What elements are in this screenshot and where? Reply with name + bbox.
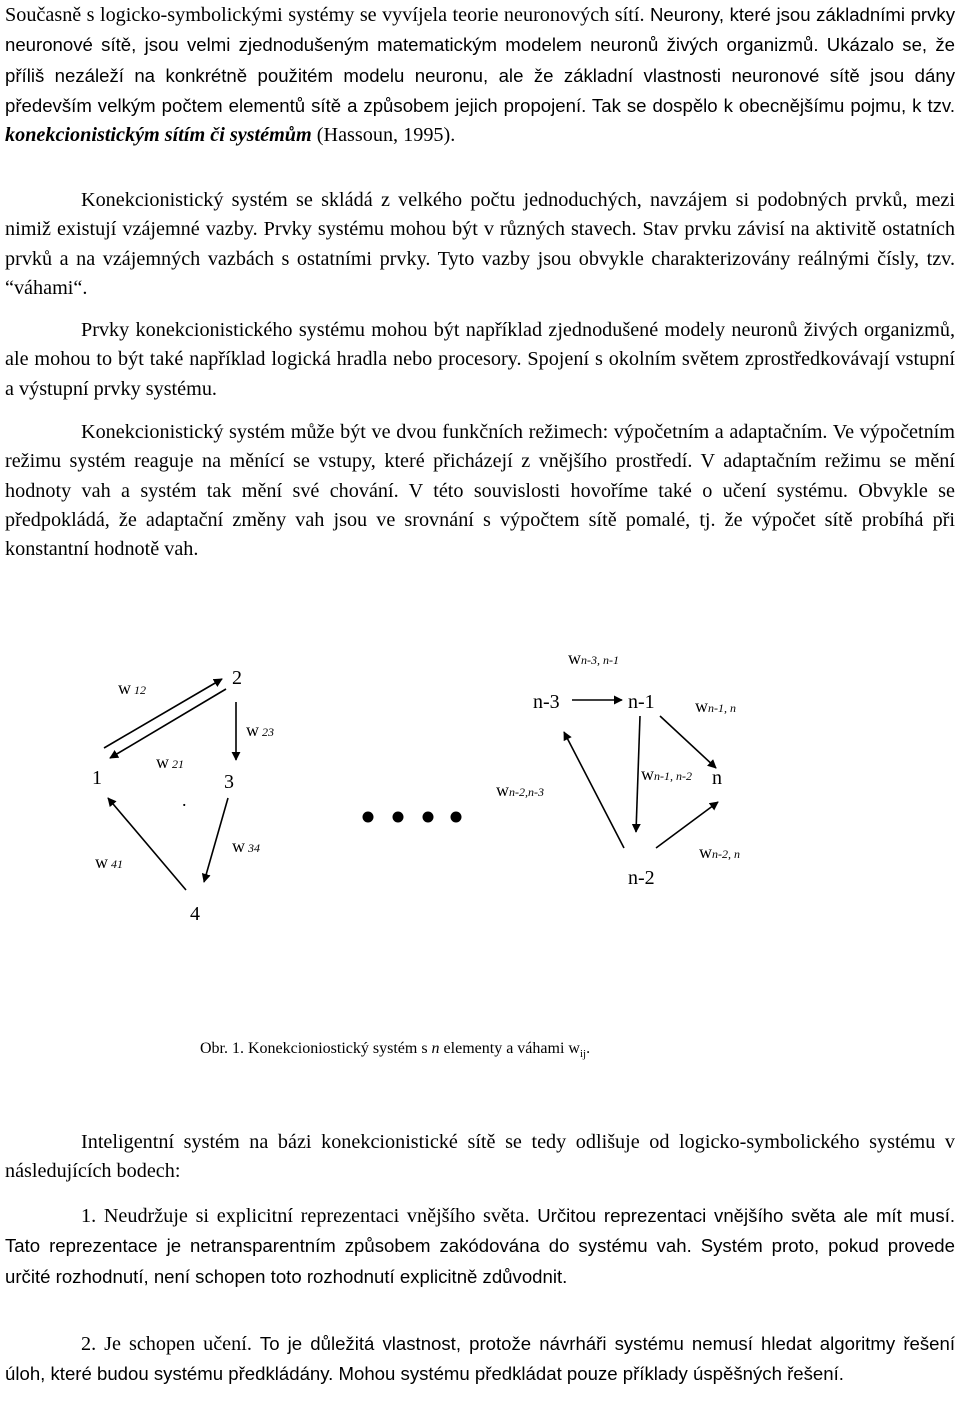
caption-prefix: Obr. 1. Konekcioniostický systém s bbox=[200, 1040, 428, 1057]
paragraph-1-citation: (Hassoun, 1995). bbox=[316, 124, 456, 147]
paragraph-1-body: Neurony, které jsou základními prvky neuronové sítě, jsou velmi zjednodušeným matematickým modelem neuronů živých organizmů. Ukázalo se, že příliš nezáleží na konkrétně použitém modelu neuronu, ale že základní vlastnosti neuronové sítě jsou dány především velkým počtem elementů sítě a způsobem jejich propojení. Tak se dospělo k obecnějšímu pojmu, k tzv. bbox=[5, 4, 955, 116]
node-1: 1 bbox=[92, 767, 102, 789]
weight-w41: w 41 bbox=[95, 852, 123, 872]
ellipsis-dot-4 bbox=[451, 812, 462, 823]
edge-3-to-4 bbox=[204, 798, 228, 882]
caption-w: w bbox=[568, 1040, 580, 1057]
caption-subscript: ij bbox=[579, 1048, 587, 1061]
weight-w12: w 12 bbox=[118, 678, 146, 698]
caption-suffix: . bbox=[586, 1040, 591, 1057]
node-4: 4 bbox=[190, 903, 200, 925]
paragraph-6-point: 1. Neudržuje si explicitní reprezentaci vnějšího světa. bbox=[81, 1205, 530, 1227]
edge-4-to-1 bbox=[108, 798, 186, 890]
weight-w34: w 34 bbox=[232, 836, 260, 856]
edge-n1-to-n bbox=[660, 716, 716, 768]
ellipsis-dot-3 bbox=[423, 812, 434, 823]
paragraph-1-line-1: Současně s logicko-symbolickými systémy se vyvíjela teorie neuronových sítí. bbox=[5, 4, 645, 26]
weight-w21: w 21 bbox=[156, 752, 184, 772]
caption-n: n bbox=[431, 1040, 440, 1057]
paragraph-1-emphasis: konekcionistickým sítím či systémům bbox=[5, 124, 312, 147]
node-n-2: n-2 bbox=[628, 867, 655, 889]
weight-wn2n: wn-2, n bbox=[699, 842, 740, 862]
node-n-3: n-3 bbox=[533, 691, 560, 713]
paragraph-7-body: To je důležitá vlastnost, protože návrháři systému nemusí hledat algoritmy řešení úloh, které budou systému předkládány. Mohou systému předkládat pouze příklady úspěšných řešení. bbox=[5, 1333, 956, 1385]
ellipsis-dot-2 bbox=[393, 812, 404, 823]
paragraph-4: Konekcionistický systém může být ve dvou funkčních režimech: výpočetním a adaptačním. Ve výpočetním režimu systém reaguje na měnící se vstupy, které přicházejí z vnějšího prostředí. V adaptačním režimu se mění hodnoty vah a systém tak mění své chování. V této souvislosti hovoříme také o učení systému. Obvykle se předpokládá, že adaptační změny vah jsou ve srovnání s výpočtem sítě pomalé, tj. že výpočet sítě probíhá při konstantní hodnotě vah. bbox=[5, 421, 955, 561]
paragraph-6-body: Určitou reprezentaci vnějšího světa ale mít musí. Tato reprezentace je netransparentním způsobem zakódována do systému vah. Systém proto, pokud provede určité rozhodnutí, není schopen toto rozhodnutí explicitně zdůvodnit. bbox=[5, 1205, 956, 1287]
node-n-1: n-1 bbox=[628, 691, 655, 713]
stray-dot: . bbox=[182, 790, 187, 810]
edge-n1-to-n2 bbox=[636, 716, 640, 832]
paragraph-6 bbox=[5, 1201, 955, 1292]
paragraph-2: Konekcionistický systém se skládá z velkého počtu jednoduchých, navzájem si podobných prvků, mezi nimiž existují vzájemné vazby. Prvky systému mohou být v různých stavech. Stav prvku závisí na aktivitě ostatních prvků a na vzájemných vazbách s ostatními prvky. Tyto vazby jsou obvykle charakterizovány reálnými čísly, tzv. “váhami“. bbox=[5, 189, 955, 299]
figure-caption bbox=[200, 1040, 590, 1060]
edge-n2-to-n3 bbox=[564, 732, 624, 848]
connectionist-network-figure bbox=[0, 620, 960, 1030]
paragraph-3: Prvky konekcionistického systému mohou být například zjednodušené modely neuronů živých organizmů, ale mohou to být také například logická hradla nebo procesory. Spojení s okolním světem zprostředkovávají vstupní a výstupní prvky systému. bbox=[5, 319, 955, 400]
ellipsis-dot-1 bbox=[363, 812, 374, 823]
node-3: 3 bbox=[224, 771, 234, 793]
weight-wn3n1: wn-3, n-1 bbox=[568, 648, 619, 668]
edge-2-to-1 bbox=[110, 689, 226, 758]
weight-wn1n2: wn-1, n-2 bbox=[641, 764, 692, 784]
weight-wn1n: wn-1, n bbox=[695, 696, 736, 716]
node-2: 2 bbox=[232, 667, 242, 689]
paragraph-5: Inteligentní systém na bázi konekcionistické sítě se tedy odlišuje od logicko-symbolického systému v následujících bodech: bbox=[5, 1131, 955, 1183]
paragraph-7-point: 2. Je schopen učení. bbox=[81, 1333, 252, 1355]
caption-middle: elementy a váhami bbox=[443, 1040, 565, 1057]
weight-w23: w 23 bbox=[246, 720, 274, 740]
paragraph-7 bbox=[5, 1329, 955, 1390]
node-n: n bbox=[712, 767, 722, 789]
weight-wn2n3: wn-2,n-3 bbox=[496, 780, 544, 800]
paragraph-1 bbox=[5, 0, 955, 150]
